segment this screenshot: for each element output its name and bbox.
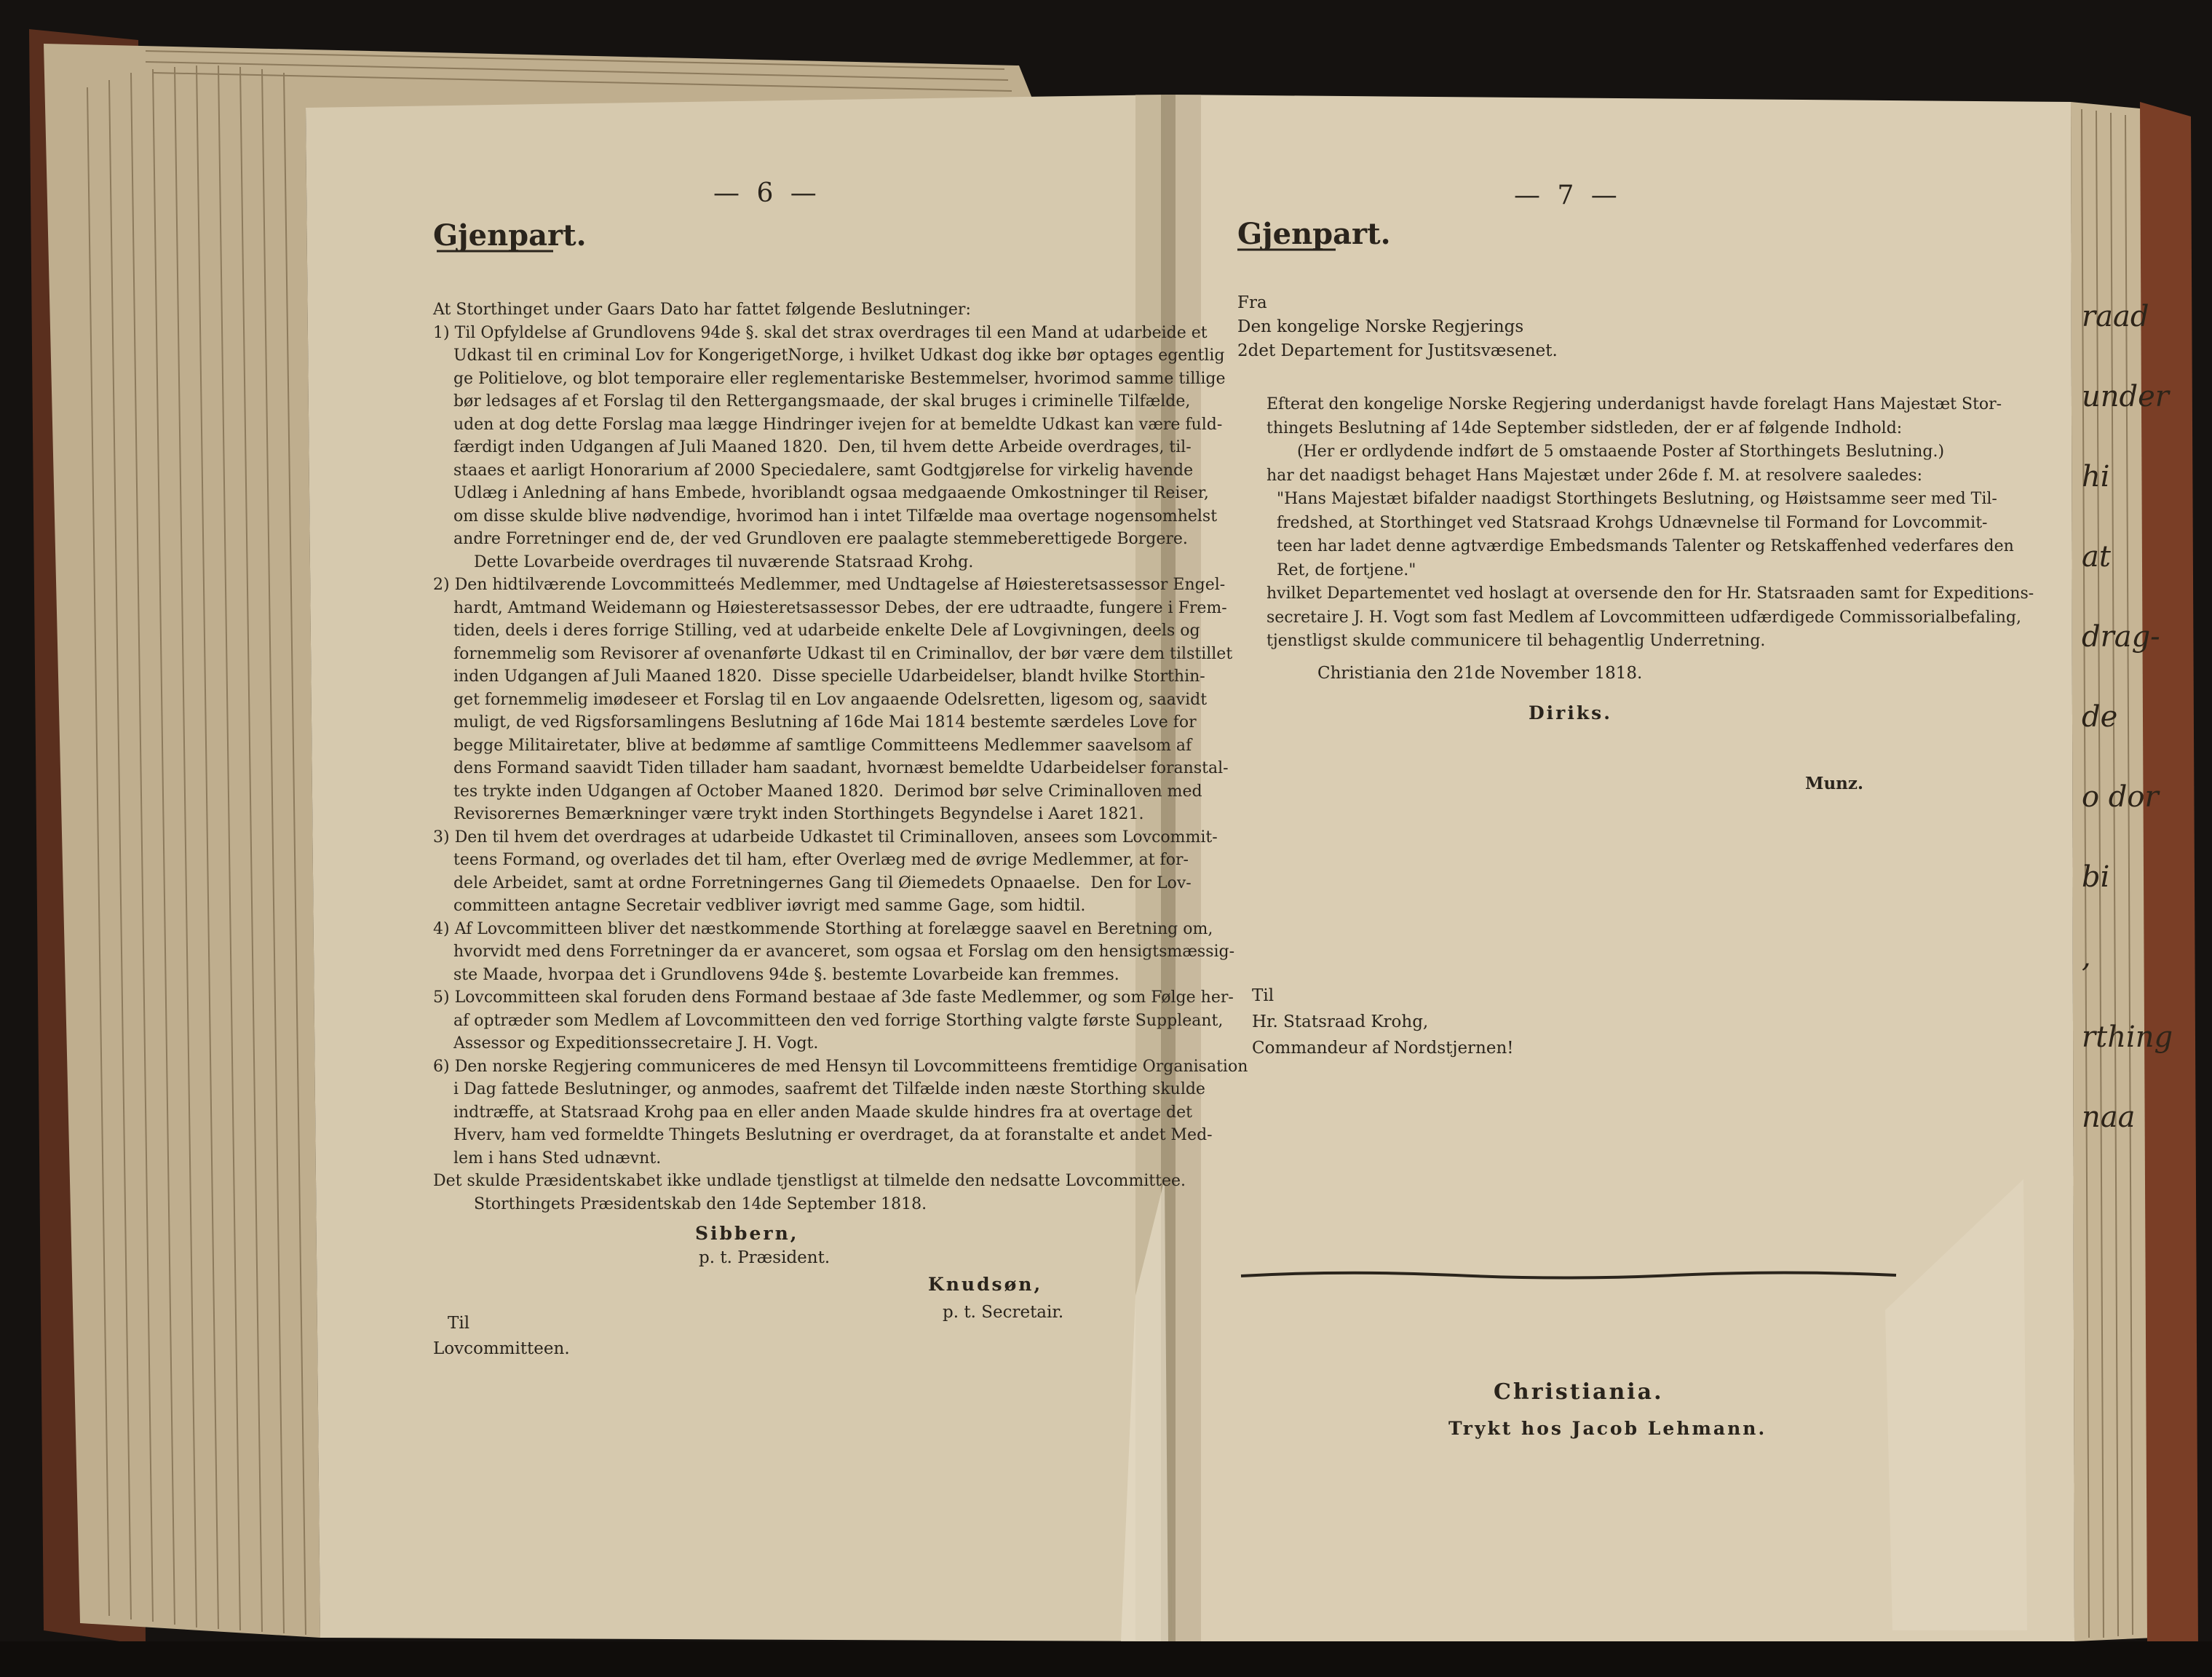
countersign: Munz. xyxy=(1805,774,1863,793)
letter-line: hvilket Departementet ved hoslagt at oversende den for Hr. Statsraaden samt for Expeditions- xyxy=(1266,584,2034,603)
resolution-line: staaes et aarligt Honorarium af 2000 Speciedalere, samt Godtgjørelse for virkelig havende xyxy=(433,461,1194,480)
resolution-line: hvorvidt med dens Forretninger da er avanceret, som ogsaa et Forslag om den hensigtsmæssig- xyxy=(433,943,1235,961)
resolution-line: Det skulde Præsidentskabet ikke undlade tjenstligst at tilmelde den nedsatte Lovcommittee. xyxy=(433,1172,1186,1190)
letter-line: thingets Beslutning af 14de September sidstleden, der er af følgende Indhold: xyxy=(1266,419,1903,437)
letter-line: secretaire J. H. Vogt som fast Medlem af Lovcommitteen udfærdigede Commissorialbefaling, xyxy=(1266,608,2021,627)
resolution-line: af optræder som Medlem af Lovcommitteen den ved forrige Storthing valgte første Suppleant, xyxy=(433,1011,1224,1030)
resolution-line: i Dag fattede Beslutninger, og anmodes, saafremt det Tilfælde inden næste Storthing skulde xyxy=(433,1080,1205,1098)
page-number: — 6 — xyxy=(713,178,821,208)
addressee-block xyxy=(1252,983,1514,1061)
resolution-line: fornemmelig som Revisorer af ovenanførte Udkast til en Criminallov, der bør være dem tilstillet xyxy=(433,644,1233,663)
handwritten-margin-notes: raad under hi at drag- de o dor bi , rthing naa xyxy=(2082,300,2173,1134)
resolution-text xyxy=(433,298,1248,1216)
resolution-line: committeen antagne Secretair vedbliver iøvrigt med samme Gage, som hidtil. xyxy=(433,897,1086,915)
resolution-line: tes trykte inden Udgangen af October Maaned 1820. Derimod bør selve Criminalloven med xyxy=(433,782,1202,801)
secretary-signature: Knudsøn, xyxy=(928,1274,1043,1295)
president-signature: Sibbern, xyxy=(695,1223,799,1244)
letter-line: "Hans Majestæt bifalder naadigst Storthingets Beslutning, og Høistsamme seer med Til- xyxy=(1266,490,1997,508)
resolution-line: Storthingets Præsidentskab den 14de September 1818. xyxy=(433,1194,927,1213)
addressee: Lovcommitteen. xyxy=(433,1339,570,1358)
resolution-line: Dette Lovarbeide overdrages til nuværende Statsraad Krohg. xyxy=(433,552,974,571)
letter-line: fredshed, at Storthinget ved Statsraad Krohgs Udnævnelse til Formand for Lovcommit- xyxy=(1266,513,1988,532)
resolution-line: muligt, de ved Rigsforsamlingens Beslutning af 16de Mai 1814 bestemte særdeles Love for xyxy=(433,713,1197,732)
resolution-line: get fornemmelig imødeseer et Forslag til en Lov angaaende Odelsretten, ligesom og, saavidt xyxy=(433,690,1208,709)
resolution-line: ge Politielove, og blot temporaire eller reglementariske Bestemmelser, hvorimod samme tillige xyxy=(433,369,1226,388)
resolution-line: bør ledsages af et Forslag til den Rettergangsmaade, der skal bruges i criminelle Tilfælde, xyxy=(433,392,1191,411)
secretary-title: p. t. Secretair. xyxy=(943,1303,1064,1322)
resolution-line: 1) Til Opfyldelse af Grundlovens 94de §. skal det strax overdrages til een Mand at udarbeide et xyxy=(433,323,1208,342)
left-page xyxy=(306,102,1248,1630)
resolution-line: ste Maade, hvorpaa det i Grundlovens 94de §. bestemte Lovarbeide kan fremmes. xyxy=(433,965,1119,984)
from-line: 2det Departement for Justitsvæsenet. xyxy=(1237,341,1558,360)
resolution-line: dens Formand saavidt Tiden tillader ham saadant, hvornæst bemeldte Udarbeidelser foranstal- xyxy=(433,759,1229,777)
resolution-line: andre Forretninger end de, der ved Grundloven ere paalagte stemmeberettigede Borgere. xyxy=(433,530,1188,548)
resolution-line: 4) Af Lovcommitteen bliver det næstkommende Storthing at forelægge saavel en Beretning om, xyxy=(433,919,1213,938)
page-number: — 7 — xyxy=(1514,181,1622,210)
imprint-city: Christiania. xyxy=(1494,1379,1664,1405)
resolution-line: 5) Lovcommitteen skal foruden dens Formand bestaae af 3de faste Medlemmer, og som Følge her- xyxy=(433,988,1234,1007)
resolution-line: lem i hans Sted udnævnt. xyxy=(433,1149,662,1167)
resolution-line: At Storthinget under Gaars Dato har fattet følgende Beslutninger: xyxy=(433,301,971,319)
resolution-line: 2) Den hidtilværende Lovcommitteés Medlemmer, med Undtagelse af Høiesteretsassessor Engel- xyxy=(433,576,1226,594)
addressee-line: Til xyxy=(1252,986,1275,1005)
from-line: Den kongelige Norske Regjerings xyxy=(1237,317,1524,336)
resolution-line: teens Formand, og overlades det til ham, efter Overlæg med de øvrige Medlemmer, at for- xyxy=(433,851,1189,869)
resolution-line: indtræffe, at Statsraad Krohg paa en eller anden Maade skulde hindres fra at overtage det xyxy=(433,1103,1192,1122)
addressee-line: Hr. Statsraad Krohg, xyxy=(1252,1012,1429,1031)
resolution-line: uden at dog dette Forslag maa lægge Hindringer ivejen for at bemeldte Udkast kan være fuld- xyxy=(433,415,1223,434)
place-date: Christiania den 21de November 1818. xyxy=(1317,664,1643,683)
letter-line: Efterat den kongelige Norske Regjering underdanigst havde forelagt Hans Majestæt Stor- xyxy=(1266,395,2002,413)
resolution-line: Revisorernes Bemærkninger være trykt inden Storthingets Begyndelse i Aaret 1821. xyxy=(433,805,1144,823)
addressee-to: Til xyxy=(448,1314,470,1333)
president-title: p. t. Præsident. xyxy=(699,1248,831,1267)
resolution-line: Udlæg i Anledning af hans Embede, hvoriblandt ogsaa medgaaende Omkostninger til Reiser, xyxy=(433,484,1209,502)
imprint-printer: Trykt hos Jacob Lehmann. xyxy=(1448,1418,1767,1439)
resolution-line: om disse skulde blive nødvendige, hvorimod han i intet Tilfælde maa overtage nogensomhelst xyxy=(433,507,1218,526)
right-page xyxy=(1165,95,2067,1630)
page-heading: Gjenpart. xyxy=(1237,217,1391,251)
from-block xyxy=(1237,291,1558,363)
resolution-line: hardt, Amtmand Weidemann og Høiesteretsassessor Debes, der ere udtraadte, fungere i Frem- xyxy=(433,598,1227,617)
letter-text xyxy=(1266,393,2034,654)
page-heading: Gjenpart. xyxy=(433,218,587,253)
resolution-line: 6) Den norske Regjering communiceres de med Hensyn til Lovcommitteens fremtidige Organisation xyxy=(433,1057,1248,1076)
resolution-line: Assessor og Expeditionssecretaire J. H. Vogt. xyxy=(433,1034,819,1052)
addressee-line: Commandeur af Nordstjernen! xyxy=(1252,1039,1514,1058)
resolution-line: inden Udgangen af Juli Maaned 1820. Disse specielle Udarbeidelser, blandt hvilke Storthin- xyxy=(433,667,1205,686)
from-line: Fra xyxy=(1237,293,1267,312)
letter-line: (Her er ordlydende indført de 5 omstaaende Poster af Storthingets Beslutning.) xyxy=(1266,443,1945,461)
letter-line: har det naadigst behaget Hans Majestæt under 26de f. M. at resolvere saaledes: xyxy=(1266,466,1922,485)
signature-diriks: Diriks. xyxy=(1529,702,1612,723)
resolution-line: Hverv, ham ved formeldte Thingets Beslutning er overdraget, da at foranstalte et andet Med- xyxy=(433,1126,1213,1144)
resolution-line: færdigt inden Udgangen af Juli Maaned 1820. Den, til hvem dette Arbeide overdrages, til- xyxy=(433,438,1192,456)
resolution-line: tiden, deels i deres forrige Stilling, ved at udarbeide enkelte Dele af Lovgivningen, deels og xyxy=(433,622,1200,640)
resolution-line: dele Arbeidet, samt at ordne Forretningernes Gang til Øiemedets Opnaaelse. Den for Lov- xyxy=(433,873,1192,892)
letter-line: teen har ladet denne agtværdige Embedsmands Talenter og Retskaffenhed vederfares den xyxy=(1266,537,2014,555)
resolution-line: begge Militairetater, blive at bedømme af samtlige Committeens Medlemmer saavelsom af xyxy=(433,736,1192,755)
letter-line: tjenstligst skulde communicere til behagentlig Underretning. xyxy=(1266,632,1766,650)
letter-line: Ret, de fortjene." xyxy=(1266,560,1416,579)
resolution-line: 3) Den til hvem det overdrages at udarbeide Udkastet til Criminalloven, ansees som Lovcommit- xyxy=(433,828,1218,847)
resolution-line: Udkast til en criminal Lov for KongerigetNorge, i hvilket Udkast dog ikke bør optages egentlig xyxy=(433,346,1225,365)
